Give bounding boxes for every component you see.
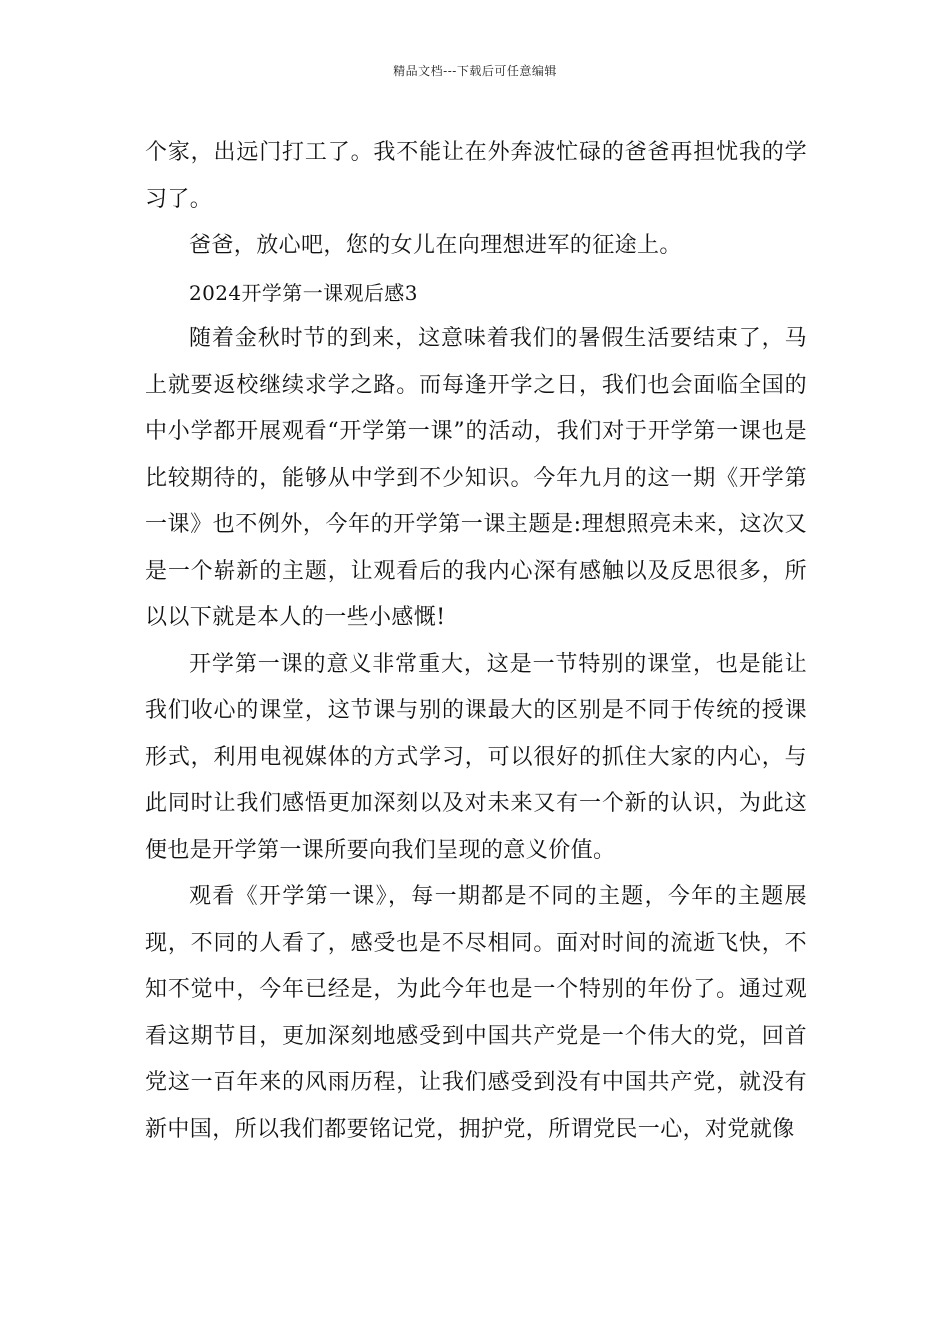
paragraph: 开学第一课的意义非常重大，这是一节特别的课堂，也是能让我们收心的课堂，这节课与别的课最大的区别是不同于传统的授课形式，利用电视媒体的方式学习，可以很好的抓住大家的内心，与此同时让我们感悟更加深刻以及对未来又有一个新的认识，为此这便也是开学第一课所要向我们呈现的意义价值。 <box>145 651 807 863</box>
paragraph-continuation: 个家，出远门打工了。我不能让在外奔波忙碌的爸爸再担忧我的学习了。 <box>145 140 807 212</box>
paragraph: 爸爸，放心吧，您的女儿在向理想进军的征途上。 <box>189 233 682 258</box>
paragraph: 观看《开学第一课》，每一期都是不同的主题，今年的主题展现，不同的人看了，感受也是不尽相同。面对时间的流逝飞快，不知不觉中，今年已经是，为此今年也是一个特别的年份了。通过观看这期节目，更加深刻地感受到中国共产党是一个伟大的党，回首党这一百年来的风雨历程，让我们感受到没有中国共产党，就没有新中国，所以我们都要铭记党，拥护党，所谓党民一心，对党就像 <box>145 884 807 1142</box>
paragraph: 随着金秋时节的到来，这意味着我们的暑假生活要结束了，马上就要返校继续求学之路。而每逢开学之日，我们也会面临全国的中小学都开展观看“开学第一课”的活动，我们对于开学第一课也是比较期待的，能够从中学到不少知识。今年九月的这一期《开学第一课》也不例外，今年的开学第一课主题是:理想照亮未来，这次又是一个崭新的主题，让观看后的我内心深有感触以及反思很多，所以以下就是本人的一些小感慨! <box>145 326 807 630</box>
section-heading: 2024开学第一课观后感3 <box>189 280 418 305</box>
page-header: 精品文档---下载后可任意编辑 <box>393 64 557 78</box>
document-body <box>145 130 807 1153</box>
